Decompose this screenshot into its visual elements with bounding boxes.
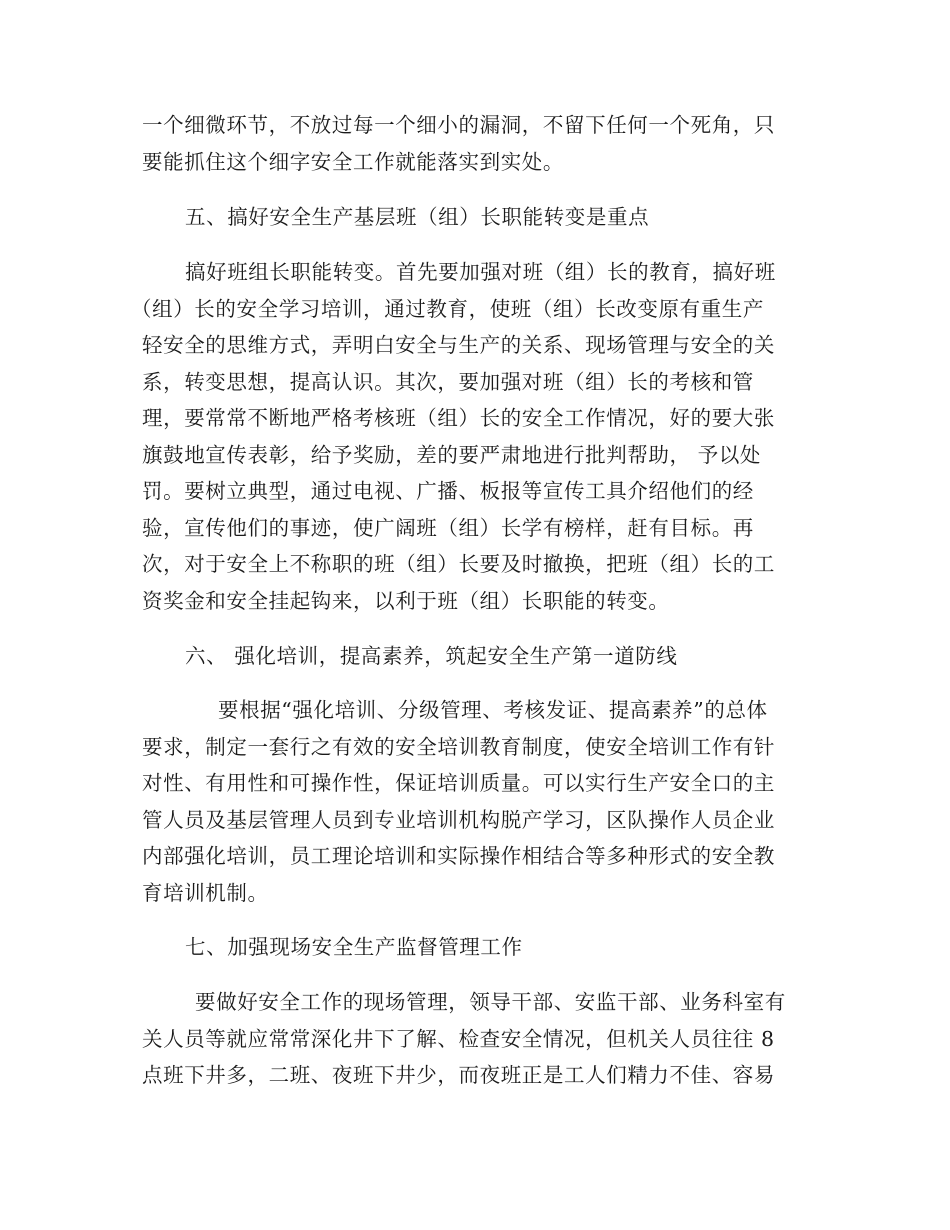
text-line: 系，转变思想，提高认识。其次，要加强对班（组）长的考核和管 [142, 370, 754, 394]
text-line: 验，宣传他们的事迹，使广阔班（组）长学有榜样，赶有目标。再 [142, 516, 754, 540]
text-line: 一个细微环节，不放过每一个细小的漏洞，不留下任何一个死角，只 [142, 113, 775, 137]
text-line: 点班下井多，二班、夜班下井少，而夜班正是工人们精力不佳、容易 [142, 1063, 775, 1087]
text-line: 要做好安全工作的现场管理，领导干部、安监干部、业务科室有 [195, 990, 786, 1014]
text-line: 管人员及基层管理人员到专业培训机构脱产学习，区队操作人员企业 [142, 808, 775, 832]
section-heading-5: 五、搞好安全生产基层班（组）长职能转变是重点 [185, 205, 650, 229]
text-line: 旗鼓地宣传表彰，给予奖励，差的要严肃地进行批判帮助， 予以处 [142, 443, 762, 467]
text-line: 资奖金和安全挂起钩来，以利于班（组）长职能的转变。 [142, 589, 670, 613]
text-line: 育培训机制。 [142, 881, 269, 905]
text-line: 要求，制定一套行之有效的安全培训教育制度，使安全培训工作有针 [142, 735, 775, 759]
text-line: 理，要常常不断地严格考核班（组）长的安全工作情况，好的要大张 [142, 406, 775, 430]
section-heading-6: 六、 强化培训，提高素养，筑起安全生产第一道防线 [185, 644, 678, 668]
text-line: 内部强化培训，员工理论培训和实际操作相结合等多种形式的安全教 [142, 844, 775, 868]
text-line: 要能抓住这个细字安全工作就能落实到实处。 [142, 150, 564, 174]
text-line: 关人员等就应常常深化井下了解、检查安全情况，但机关人员往往 8 [142, 1027, 775, 1051]
text-line: 次，对于安全上不称职的班（组）长要及时撤换，把班（组）长的工 [142, 552, 775, 576]
text-line: （组）长的安全学习培训，通过教育，使班（组）长改变原有重生产 [131, 297, 764, 321]
text-line: 罚。要树立典型，通过电视、广播、板报等宣传工具介绍他们的经 [142, 479, 754, 503]
text-line: 轻安全的思维方式，弄明白安全与生产的关系、现场管理与安全的关 [142, 333, 775, 357]
text-line: 要根据“强化培训、分级管理、考核发证、提高素养”的总体 [218, 698, 768, 722]
text-line: 对性、有用性和可操作性，保证培训质量。可以实行生产安全口的主 [142, 771, 775, 795]
section-heading-7: 七、加强现场安全生产监督管理工作 [185, 935, 523, 959]
text-line: 搞好班组长职能转变。首先要加强对班（组）长的教育，搞好班 [185, 260, 776, 284]
